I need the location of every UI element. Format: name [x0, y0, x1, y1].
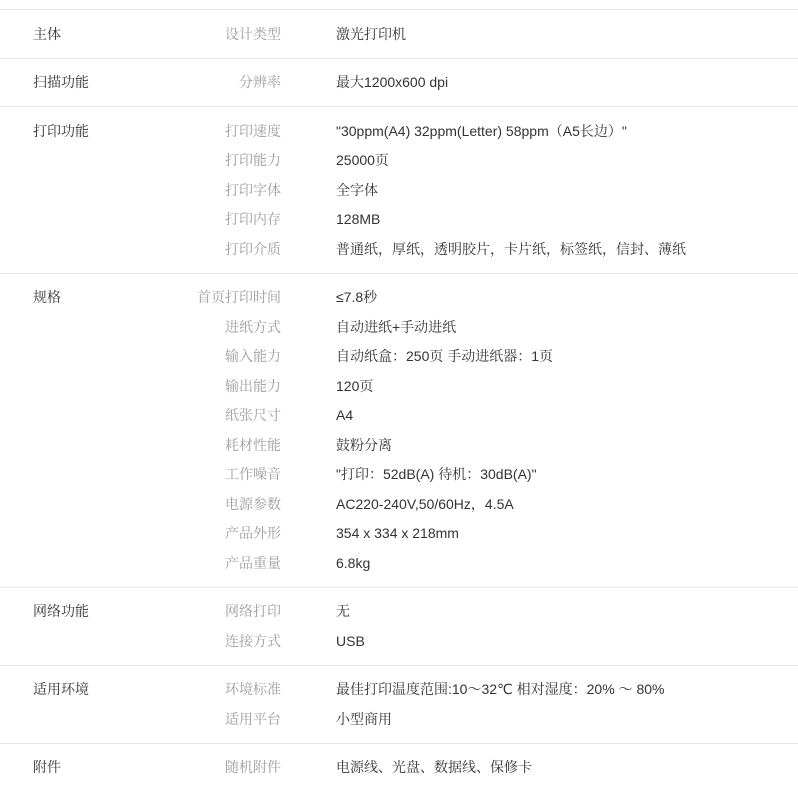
spec-attribute-value: A4 — [336, 407, 353, 423]
spec-attribute-value: 6.8kg — [336, 555, 370, 571]
spec-row — [176, 401, 798, 431]
spec-row — [176, 548, 798, 578]
spec-rows — [176, 116, 798, 264]
spec-attribute-name: 随机附件 — [176, 757, 281, 777]
spec-attribute-name: 产品重量 — [176, 553, 281, 573]
spec-section — [0, 58, 798, 107]
spec-attribute-name: 连接方式 — [176, 631, 281, 651]
spec-attribute-name: 网络打印 — [176, 601, 281, 621]
spec-attribute-value: 普通纸，厚纸，透明胶片，卡片纸，标签纸，信封、薄纸 — [336, 239, 686, 259]
spec-attribute-name: 进纸方式 — [176, 317, 281, 337]
spec-attribute-name: 输出能力 — [176, 376, 281, 396]
spec-attribute-name: 打印介质 — [176, 239, 281, 259]
spec-category-label: 适用环境 — [0, 675, 176, 705]
spec-section — [0, 587, 798, 665]
spec-row — [176, 519, 798, 549]
product-spec-table — [0, 9, 798, 791]
spec-attribute-value: 自动纸盒：250页 手动进纸器：1页 — [336, 346, 553, 366]
spec-row — [176, 489, 798, 519]
spec-section — [0, 743, 798, 791]
spec-attribute-value: 128MB — [336, 211, 380, 227]
spec-attribute-name: 设计类型 — [176, 24, 281, 44]
spec-attribute-name: 工作噪音 — [176, 464, 281, 484]
spec-attribute-value: 激光打印机 — [336, 24, 406, 44]
spec-attribute-name: 打印能力 — [176, 150, 281, 170]
spec-attribute-value: "30ppm(A4) 32ppm(Letter) 58ppm（A5长边）" — [336, 121, 627, 141]
spec-rows — [176, 283, 798, 578]
spec-attribute-value: 鼓粉分离 — [336, 435, 392, 455]
spec-category-label: 规格 — [0, 283, 176, 313]
spec-row — [176, 460, 798, 490]
spec-row — [176, 19, 798, 49]
spec-row — [176, 704, 798, 734]
spec-row — [176, 371, 798, 401]
spec-attribute-name: 环境标准 — [176, 679, 281, 699]
spec-attribute-name: 首页打印时间 — [176, 287, 281, 307]
spec-attribute-name: 打印内存 — [176, 209, 281, 229]
spec-rows — [176, 68, 798, 98]
spec-row — [176, 597, 798, 627]
spec-attribute-value: ≤7.8秒 — [336, 287, 377, 307]
spec-attribute-value: AC220-240V,50/60Hz，4.5A — [336, 494, 514, 514]
spec-category-label: 网络功能 — [0, 597, 176, 627]
spec-row — [176, 753, 798, 783]
spec-attribute-value: 25000页 — [336, 150, 389, 170]
spec-category-label: 打印功能 — [0, 116, 176, 146]
spec-rows — [176, 597, 798, 656]
spec-attribute-name: 适用平台 — [176, 709, 281, 729]
spec-section — [0, 665, 798, 743]
spec-attribute-name: 分辨率 — [176, 72, 281, 92]
spec-attribute-value: 电源线、光盘、数据线、保修卡 — [336, 757, 532, 777]
spec-row — [176, 312, 798, 342]
spec-attribute-name: 纸张尺寸 — [176, 405, 281, 425]
spec-section — [0, 106, 798, 273]
spec-row — [176, 626, 798, 656]
spec-row — [176, 146, 798, 176]
spec-attribute-value: 自动进纸+手动进纸 — [336, 317, 456, 337]
spec-row — [176, 430, 798, 460]
spec-attribute-name: 电源参数 — [176, 494, 281, 514]
spec-row — [176, 675, 798, 705]
spec-row — [176, 205, 798, 235]
spec-category-label: 扫描功能 — [0, 68, 176, 98]
spec-attribute-value: 无 — [336, 601, 350, 621]
spec-attribute-value: 最佳打印温度范围:10～32℃ 相对湿度：20% ～ 80% — [336, 679, 664, 699]
spec-attribute-value: 最大1200x600 dpi — [336, 72, 448, 92]
spec-row — [176, 68, 798, 98]
spec-attribute-value: 354 x 334 x 218mm — [336, 525, 459, 541]
spec-attribute-value: USB — [336, 633, 365, 649]
spec-attribute-name: 输入能力 — [176, 346, 281, 366]
spec-attribute-name: 耗材性能 — [176, 435, 281, 455]
spec-section — [0, 9, 798, 58]
spec-section — [0, 273, 798, 587]
spec-attribute-value: 120页 — [336, 376, 373, 396]
spec-row — [176, 342, 798, 372]
spec-attribute-value: 全字体 — [336, 180, 378, 200]
spec-attribute-name: 打印速度 — [176, 121, 281, 141]
spec-rows — [176, 675, 798, 734]
spec-attribute-name: 产品外形 — [176, 523, 281, 543]
spec-attribute-value: "打印：52dB(A) 待机：30dB(A)" — [336, 464, 537, 484]
spec-attribute-value: 小型商用 — [336, 709, 392, 729]
spec-row — [176, 175, 798, 205]
spec-attribute-name: 打印字体 — [176, 180, 281, 200]
spec-rows — [176, 19, 798, 49]
spec-row — [176, 234, 798, 264]
spec-category-label: 附件 — [0, 753, 176, 783]
spec-row — [176, 116, 798, 146]
spec-category-label: 主体 — [0, 19, 176, 49]
spec-rows — [176, 753, 798, 783]
spec-row — [176, 283, 798, 313]
